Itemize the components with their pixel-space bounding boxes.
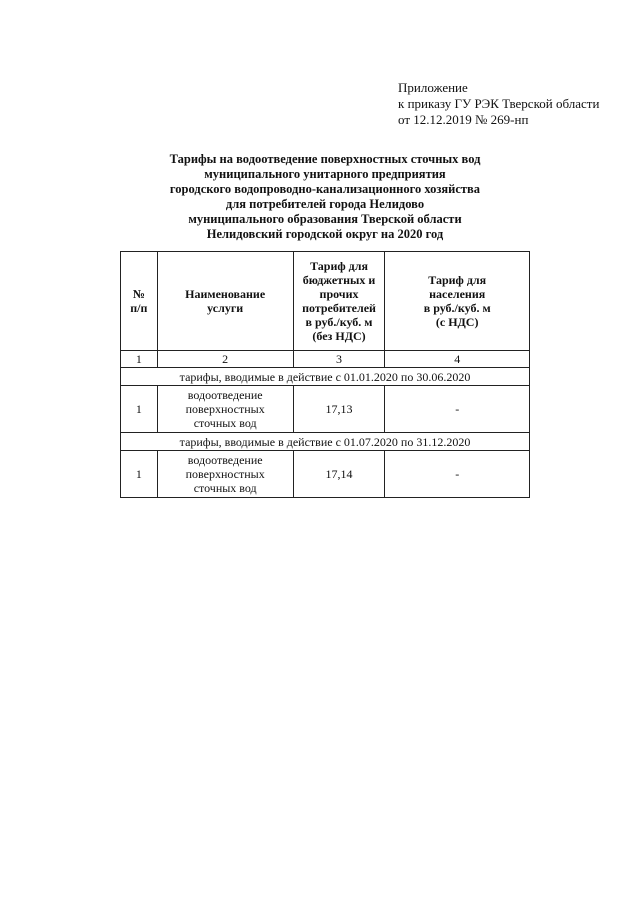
table-row: [121, 451, 530, 498]
appendix-line: от 12.12.2019 № 269-нп: [398, 112, 529, 127]
row-num: 1: [121, 451, 158, 498]
header-population-tariff: Тариф для населения в руб./куб. м (с НДС): [385, 252, 530, 351]
period-label: тарифы, вводимые в действие с 01.07.2020 по 31.12.2020: [121, 433, 530, 451]
tariff-table: [120, 251, 530, 498]
period-label: тарифы, вводимые в действие с 01.01.2020 по 30.06.2020: [121, 368, 530, 386]
title-line: муниципального унитарного предприятия: [204, 167, 446, 181]
column-index-row: [121, 351, 530, 368]
header-num: № п/п: [121, 252, 158, 351]
title-line: муниципального образования Тверской области: [188, 212, 462, 226]
header-budget-tariff: Тариф для бюджетных и прочих потребителей в руб./куб. м (без НДС): [293, 252, 385, 351]
index-cell: 4: [385, 351, 530, 368]
header-service-name: Наименование услуги: [157, 252, 293, 351]
index-cell: 2: [157, 351, 293, 368]
service-name: водоотведение поверхностных сточных вод: [157, 386, 293, 433]
population-tariff-value: -: [385, 451, 530, 498]
budget-tariff-value: 17,14: [293, 451, 385, 498]
table-header-row: [121, 252, 530, 351]
row-num: 1: [121, 386, 158, 433]
title-line: городского водопроводно-канализационного хозяйства: [169, 182, 481, 196]
document-title: [120, 152, 530, 242]
table-row: [121, 386, 530, 433]
title-line: Тарифы на водоотведение поверхностных сточных вод: [169, 152, 481, 166]
index-cell: 3: [293, 351, 385, 368]
period-row: [121, 433, 530, 451]
title-line: Нелидовский городской округ на 2020 год: [206, 227, 444, 241]
appendix-line: Приложение: [398, 80, 468, 95]
period-row: [121, 368, 530, 386]
service-name: водоотведение поверхностных сточных вод: [157, 451, 293, 498]
title-line: для потребителей города Нелидово: [225, 197, 425, 211]
index-cell: 1: [121, 351, 158, 368]
appendix-reference: [398, 80, 599, 128]
budget-tariff-value: 17,13: [293, 386, 385, 433]
appendix-line: к приказу ГУ РЭК Тверской области: [398, 96, 600, 111]
population-tariff-value: -: [385, 386, 530, 433]
